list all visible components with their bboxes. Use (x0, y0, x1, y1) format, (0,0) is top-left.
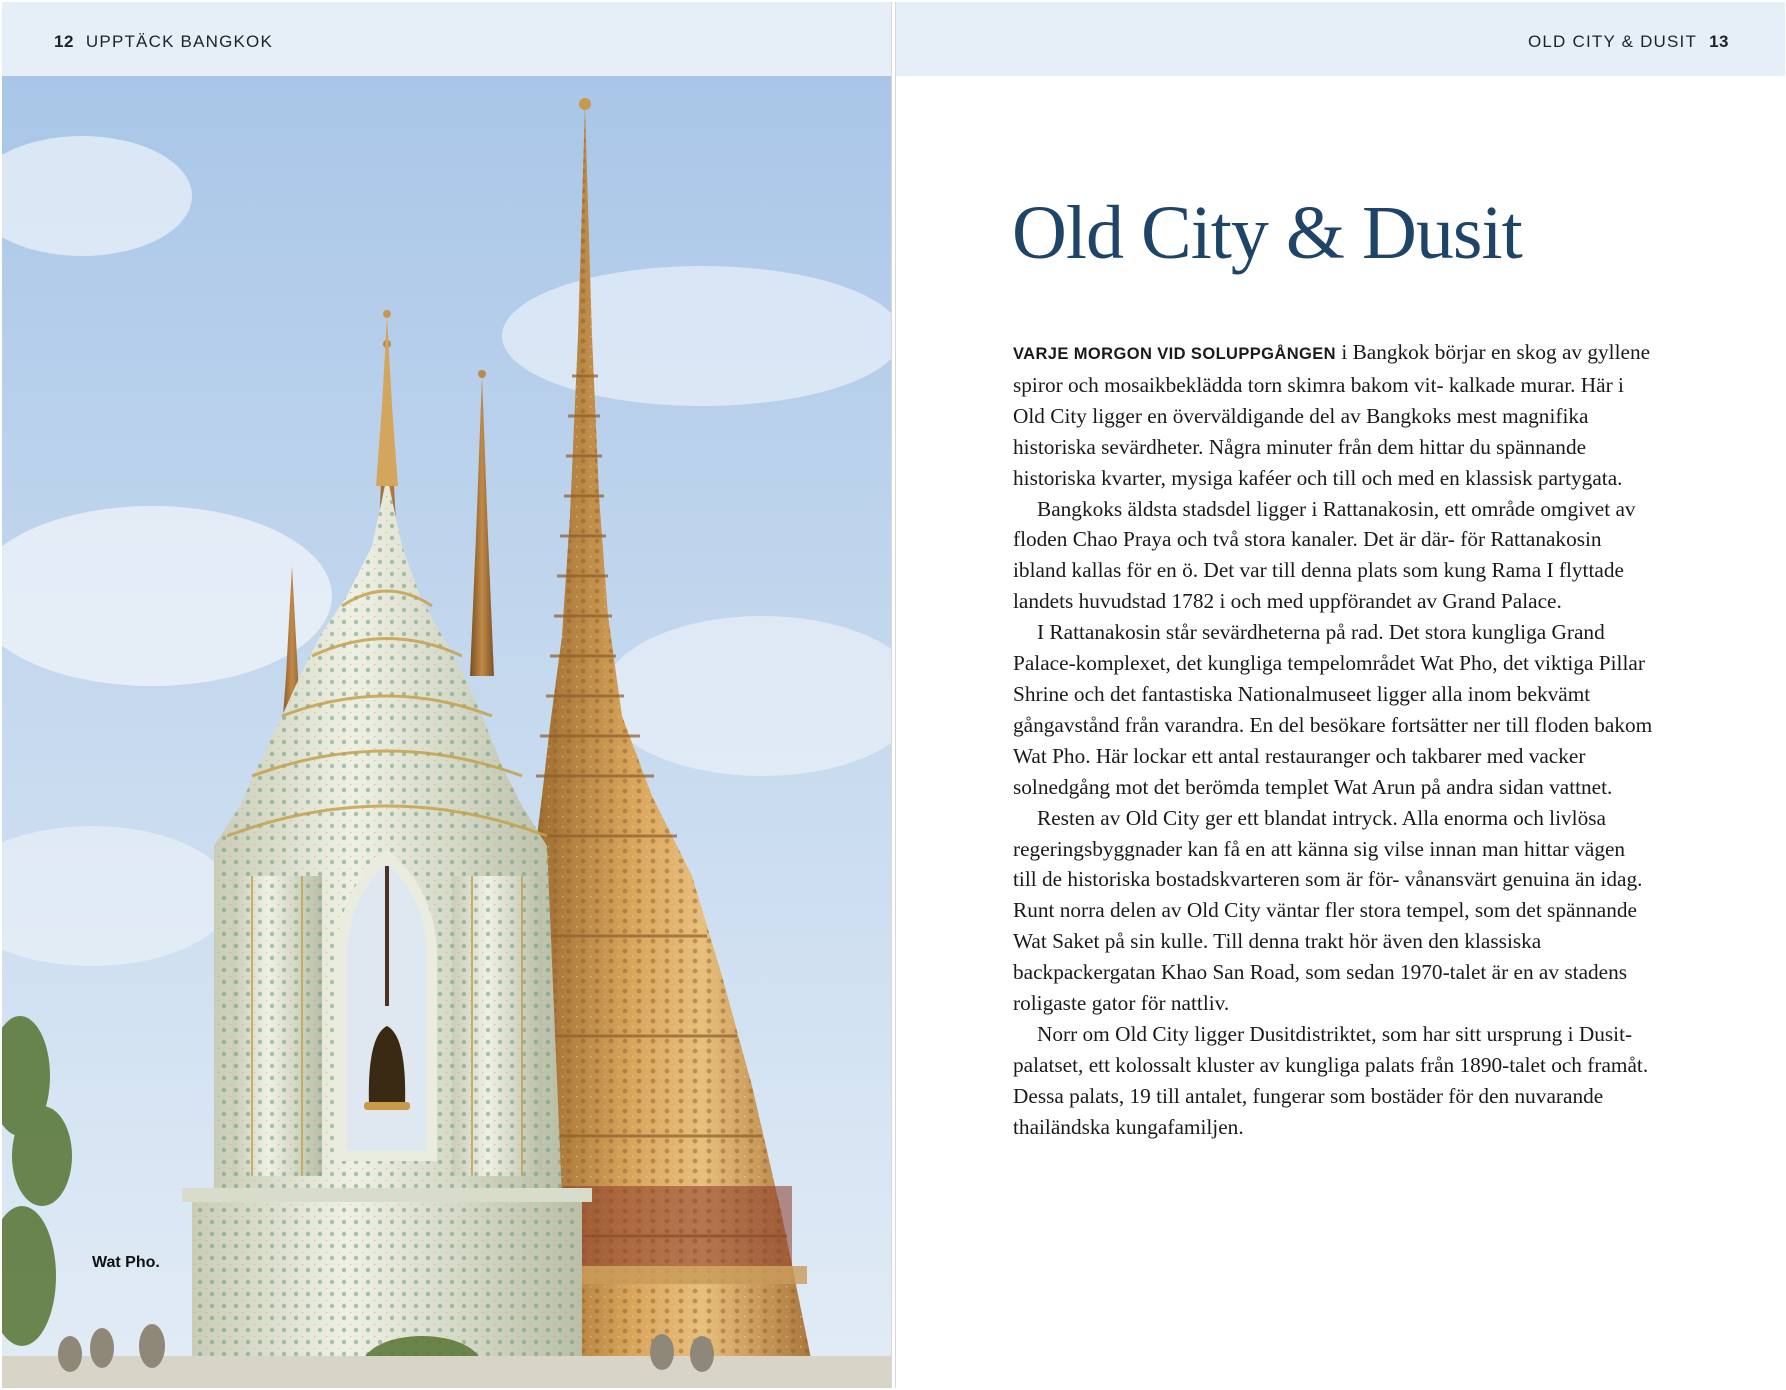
right-page-number: 13 (1709, 32, 1729, 51)
paragraph-2: Bangkoks äldsta stadsdel ligger i Rattanakosin, ett område omgivet av floden Chao Praya och två stora kanaler. Det är där- för Rattanakosin ibland kallas för en ö. Det var till denna plats som kung Rama I flyttade landets huvudstad 1782 i och med uppförandet av Grand Palace. (1013, 496, 1636, 614)
paragraph-1 (1013, 337, 1653, 494)
lead-in: VARJE MORGON VID SOLUPPGÅNGEN (1013, 345, 1336, 363)
right-running-header (1528, 32, 1729, 52)
paragraph-1-text: i Bangkok börjar en skog av gyllene spiror och mosaikbeklädda torn skimra bakom vit- kalkade murar. Här i Old City ligger en överväldigande del av Bangkoks mest magnifika historiska sevärdheter. Några minuter från dem hittar du spännande historiska kvarter, mysiga kaféer och till och med en klassisk partygata. (1013, 340, 1651, 490)
wat-pho-photo (2, 76, 891, 1388)
chapter-title: Old City & Dusit (1012, 191, 1522, 275)
chapter-body (1013, 337, 1653, 1143)
left-page-number: 12 (54, 32, 74, 51)
photo-caption: Wat Pho. (92, 1254, 160, 1271)
left-running-header (54, 32, 273, 52)
temple-illustration (2, 76, 891, 1388)
left-page (2, 2, 892, 1388)
right-running-head: OLD CITY & DUSIT (1527, 32, 1698, 51)
paragraph-5: Norr om Old City ligger Dusitdistriktet, som har sitt ursprung i Dusit-palatset, ett kolossalt kluster av kungliga palats från 1890-talet och framåt. Dessa palats, 19 till antalet, fungerar som bostäder för den nuvarande thailändska kungafamiljen. (1013, 1021, 1649, 1139)
paragraph-3: I Rattanakosin står sevärdheterna på rad. Det stora kungliga Grand Palace-komplexet, det kungliga tempelområdet Wat Pho, det viktiga Pillar Shrine och det fantastiska Nationalmuseet ligger alla inom bekvämt gångavstånd från varandra. En del besökare fortsätter ner till floden bakom Wat Pho. Här lockar ett antal restauranger och takbarer med vacker solnedgång mot det berömda templet Wat Arun på andra sidan vattnet. (1013, 620, 1653, 799)
left-running-head: UPPTÄCK BANGKOK (85, 32, 274, 51)
paragraph-4: Resten av Old City ger ett blandat intryck. Alla enorma och livlösa regeringsbyggnader kan få en att känna sig vilse innan man hittar vägen till de historiska bostadskvarteren som är för- vånansvärt genuina än idag. Runt norra delen av Old City väntar fler stora tempel, som det spännande Wat Saket på sin kulle. Till denna trakt hör även den klassiska backpackergatan Khao San Road, som sedan 1970-talet är en av stadens roligaste gator för nattliv. (1013, 805, 1643, 1016)
right-page (895, 2, 1785, 1388)
